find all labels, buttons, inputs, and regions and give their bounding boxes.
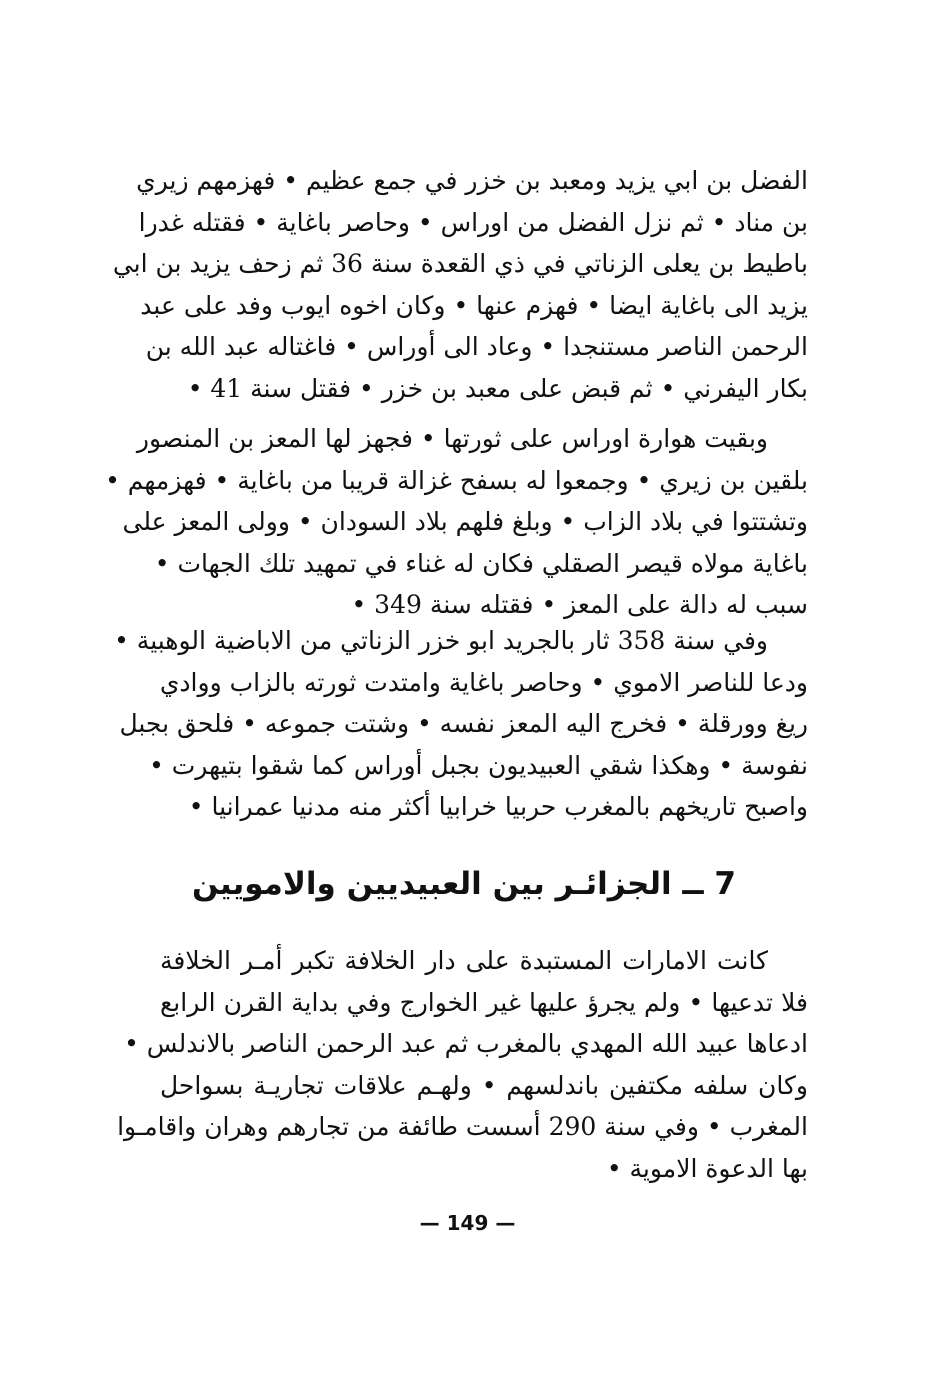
text-line: وبقيت هوارة اوراس على ثورتها • فجهز لها المعز بن المنصور [136, 424, 768, 453]
text-line: كانت الامارات المستبدة على دار الخلافة تكبر أمـر الخلافة [160, 946, 768, 975]
text-line: ريغ وورقلة • فخرج اليه المعز نفسه • وشتت جموعه • فلحق بجبل [119, 709, 808, 738]
page-number: — 149 — [419, 1211, 516, 1235]
text-line: باغاية مولاه قيصر الصقلي فكان له غناء في تمهيد تلك الجهات • [154, 548, 808, 578]
text-line: الرحمن الناصر مستنجدا • وعاد الى أوراس • فاغتاله عبد الله بن [145, 332, 808, 361]
text-line: وفي سنة 358 ثار بالجريد ابو خزر الزناتي من الاباضية الوهبية • [114, 626, 768, 655]
text-line: بكار اليفرني • ثم قبض على معبد بن خزر • فقتل سنة 41 • [187, 373, 808, 403]
text-line: المغرب • وفي سنة 290 أسست طائفة من تجارهم وهران واقامـوا [117, 1112, 808, 1141]
text-line: وكان سلفه مكتفين باندلسهم • ولهـم علاقات تجاريـة بسواحل [160, 1070, 808, 1100]
paragraph-2 [105, 418, 808, 626]
text-line: يزيد الى باغاية ايضا • فهزم عنها • وكان اخوه ايوب وفد على عبد [140, 290, 808, 320]
text-line: سبب له دالة على المعز • فقتله سنة 349 • [351, 590, 808, 619]
text-line: الفضل بن ابي يزيد ومعبد بن خزر في جمع عظيم • فهزمهم زيري [136, 166, 808, 195]
text-line: بن مناد • ثم نزل الفضل من اوراس • وحاصر باغاية • فقتله غدرا [138, 207, 808, 237]
text-line: بها الدعوة الاموية • [606, 1153, 808, 1183]
text-line: ودعا للناصر الاموي • وحاصر باغاية وامتدت ثورته بالزاب ووادي [159, 667, 808, 697]
paragraph-3 [114, 620, 808, 828]
text-line: واصبح تاريخهم بالمغرب حربيا خرابيا أكثر منه مدنيا عمرانيا • [188, 792, 808, 821]
text-line: ادعاها عبيد الله المهدي بالمغرب ثم عبد الرحمن الناصر بالاندلس • [124, 1029, 808, 1058]
paragraph-1 [112, 160, 808, 409]
text-line: فلا تدعيها • ولم يجرؤ عليها غير الخوارج وفي بداية القرن الرابع [160, 987, 808, 1017]
text-line: نفوسة • وهكذا شقي العبيديون بجبل أوراس كما شقوا بتيهرت • [149, 750, 808, 780]
text-line: باطيط بن يعلى الزناتي في ذي القعدة سنة 36 ثم زحف يزيد بن ابي [112, 249, 808, 278]
section-heading: 7 ــ الجزائـر بين العبيديين والامويين [192, 866, 736, 902]
text-line: بلقين بن زيري • وجمعوا له بسفح غزالة قريبا من باغاية • فهزمهم • [105, 465, 808, 495]
paragraph-4 [117, 940, 808, 1189]
text-line: وتشتتوا في بلاد الزاب • وبلغ فلهم بلاد السودان • وولى المعز على [122, 507, 808, 536]
